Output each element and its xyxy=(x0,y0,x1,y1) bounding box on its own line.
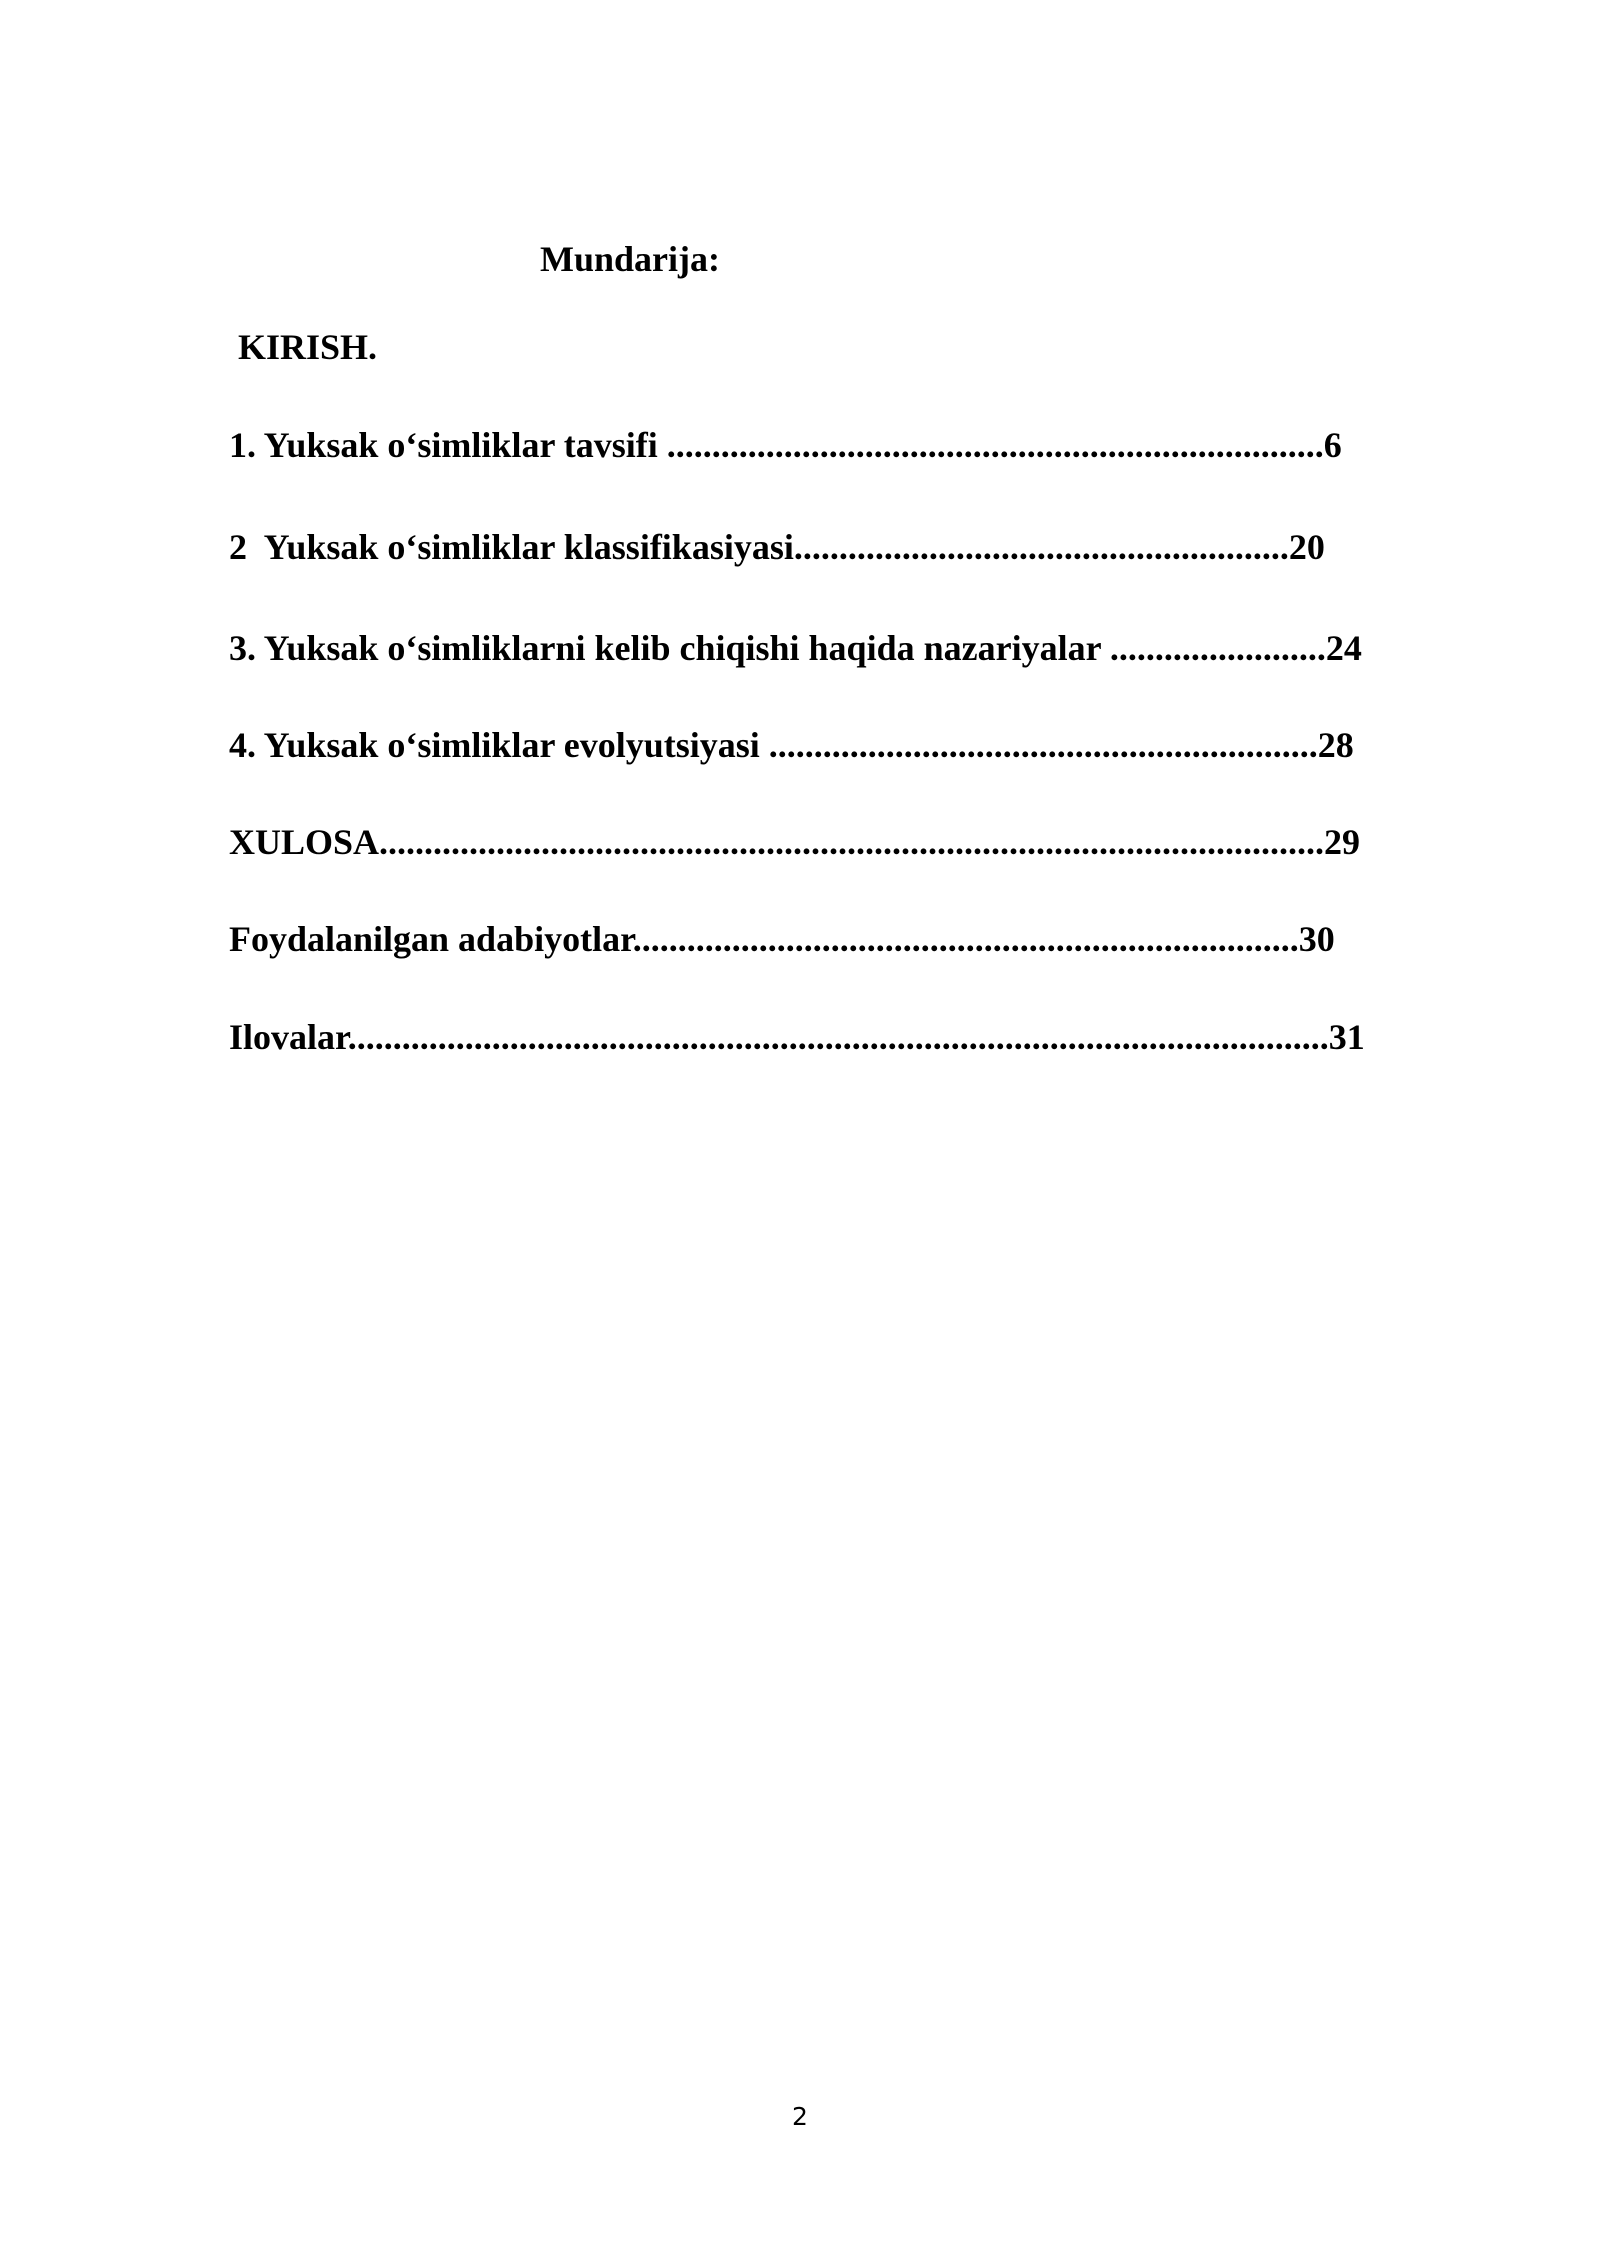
toc-entry xyxy=(229,821,1429,863)
toc-entry xyxy=(229,1016,1429,1058)
toc-entry xyxy=(229,627,1429,669)
toc-title: Mundarija: xyxy=(540,239,720,279)
toc-entry xyxy=(229,424,1429,466)
page-number: 2 xyxy=(792,2102,808,2131)
toc-entry-text: Ilovalar.............................................................................................................31 xyxy=(229,1017,1365,1057)
toc-entry-text: XULOSA.........................................................................................................29 xyxy=(229,822,1361,862)
toc-entry-text: Foydalanilgan adabiyotlar..........................................................................30 xyxy=(229,919,1335,959)
toc-entry-text: 3. Yuksak o‘simliklarni kelib chiqishi haqida nazariyalar ........................24 xyxy=(229,628,1362,668)
toc-entry xyxy=(229,918,1429,960)
toc-entry xyxy=(229,724,1429,766)
toc-entry-text: 1. Yuksak o‘simliklar tavsifi .........................................................................6 xyxy=(229,425,1342,465)
toc-intro: KIRISH. xyxy=(238,327,378,367)
toc-entry-text: 4. Yuksak o‘simliklar evolyutsiyasi .............................................................28 xyxy=(229,725,1354,765)
toc-entry-text: 2 Yuksak o‘simliklar klassifikasiyasi.......................................................20 xyxy=(229,527,1325,567)
toc-entry xyxy=(229,526,1429,568)
